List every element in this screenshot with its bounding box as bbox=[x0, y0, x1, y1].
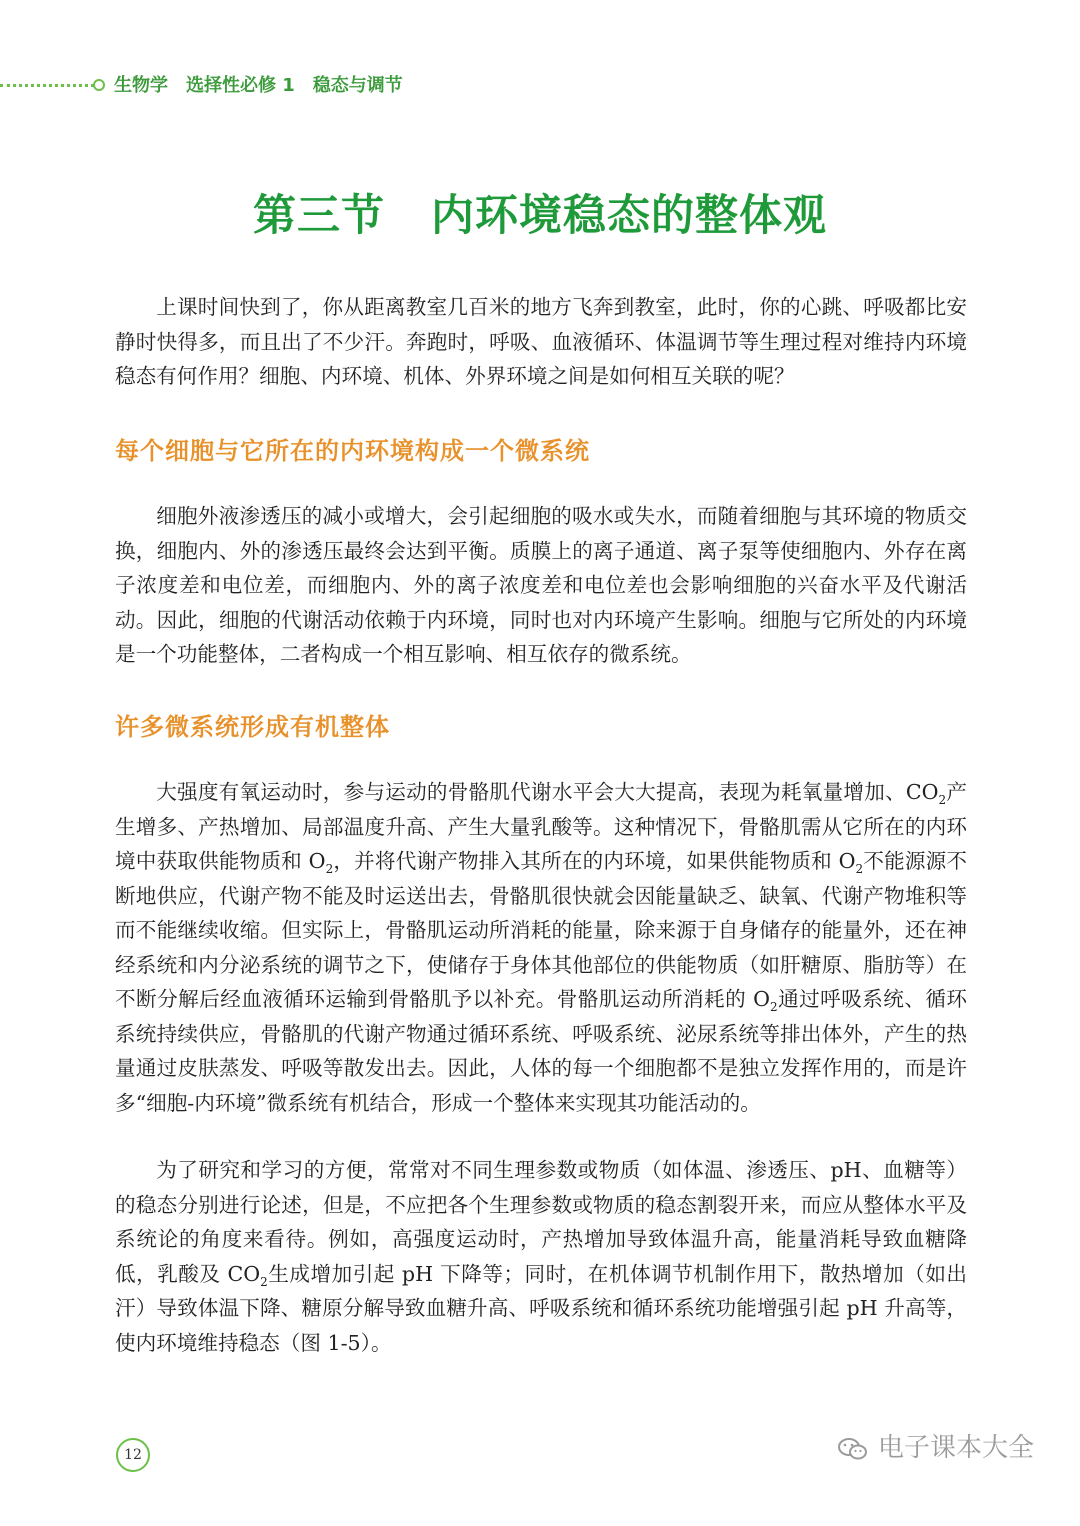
section-heading-organic-whole: 许多微系统形成有机整体 bbox=[115, 713, 390, 741]
section2-paragraph-1: 大强度有氧运动时，参与运动的骨骼肌代谢水平会大大提高，表现为耗氧量增加、$CO_2$产生增多、产热增加、局部温度升高、产生大量乳酸等。这种情况下，骨骼肌需从它所在的内环境中获取供能物质和 $O_2$，并将代谢产物排入其所在的内环境，如果供能物质和 $O_2$不能源源不断地供应，代谢产物不能及时运送出去，骨骼肌很快就会因能量缺乏、缺氧、代谢产物堆积等而不能继续收缩。但实际上，骨骼肌运动所消耗的能量，除来源于自身储存的能量外，还在神经系统和内分泌系统的调节之下，使储存于身体其他部位的供能物质（如肝糖原、脂肪等）在不断分解后经血液循环运输到骨骼肌予以补充。骨骼肌运动所消耗的 $O_2$通过呼吸系统、循环系统持续供应，骨骼肌的代谢产物通过循环系统、呼吸系统、泌尿系统等排出体外，产生的热量通过皮肤蒸发、呼吸等散发出去。因此，人体的每一个细胞都不是独立发挥作用的，而是许多“细胞-内环境”微系统有机结合，形成一个整体来实现其功能活动的。 bbox=[115, 780, 967, 1115]
section-heading-microsystem: 每个细胞与它所在的内环境构成一个微系统 bbox=[115, 437, 590, 465]
header-unit: 稳态与调节 bbox=[312, 75, 403, 96]
page-number: 12 bbox=[116, 1438, 150, 1472]
watermark bbox=[838, 1428, 1034, 1468]
intro-paragraph: 上课时间快到了，你从距离教室几百米的地方飞奔到教室，此时，你的心跳、呼吸都比安静时快得多，而且出了不少汗。奔跑时，呼吸、血液循环、体温调节等生理过程对维持内环境稳态有何作用？细胞、内环境、机体、外界环境之间是如何相互关联的呢？ bbox=[115, 295, 967, 388]
header-dotted-line bbox=[0, 84, 94, 87]
section1-paragraph: 细胞外液渗透压的减小或增大，会引起细胞的吸水或失水，而随着细胞与其环境的物质交换，细胞内、外的渗透压最终会达到平衡。质膜上的离子通道、离子泵等使细胞内、外存在离子浓度差和电位差，而细胞内、外的离子浓度差和电位差也会影响细胞的兴奋水平及代谢活动。因此，细胞的代谢活动依赖于内环境，同时也对内环境产生影响。细胞与它所处的内环境是一个功能整体，二者构成一个相互影响、相互依存的微系统。 bbox=[115, 504, 967, 666]
section2-paragraph-2: 为了研究和学习的方便，常常对不同生理参数或物质（如体温、渗透压、pH、血糖等）的稳态分别进行论述，但是，不应把各个生理参数或物质的稳态割裂开来，而应从整体水平及系统论的角度来看待。例如，高强度运动时，产热增加导致体温升高，能量消耗导致血糖降低，乳酸及 $CO_2$生成增加引起 pH 下降等；同时，在机体调节机制作用下，散热增加（如出汗）导致体温下降、糖原分解导致血糖升高、呼吸系统和循环系统功能增强引起 pH 升高等，使内环境维持稳态（图 1-5）。 bbox=[115, 1158, 968, 1355]
header-subject: 生物学 bbox=[114, 75, 168, 96]
header-volume: 选择性必修 1 bbox=[186, 75, 295, 96]
header-breadcrumb bbox=[114, 74, 421, 98]
running-header bbox=[0, 74, 600, 98]
wechat-icon bbox=[838, 1437, 868, 1461]
page-title bbox=[0, 186, 1080, 246]
watermark-text: 电子课本大全 bbox=[878, 1433, 1035, 1463]
title-section-number: 第三节 bbox=[253, 191, 385, 241]
title-section-name: 内环境稳态的整体观 bbox=[431, 191, 827, 241]
header-ring-icon bbox=[93, 79, 105, 91]
